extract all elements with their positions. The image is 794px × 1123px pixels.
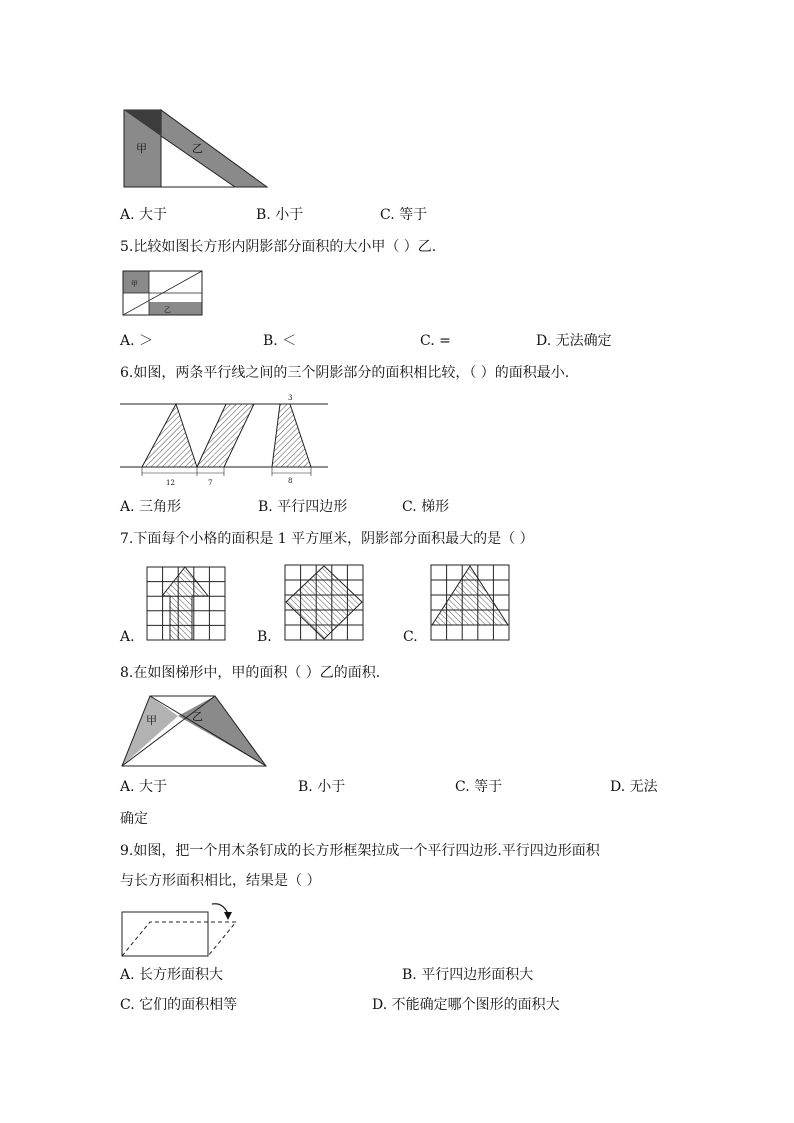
q6-label-8: 8	[288, 477, 293, 485]
q9-option-d[interactable]: D. 不能确定哪个图形的面积大	[372, 997, 560, 1013]
q6-label-3: 3	[288, 394, 293, 402]
q9-option-b[interactable]: B. 平行四边形面积大	[402, 967, 534, 983]
q7-grid-b	[284, 564, 366, 642]
q9-option-a[interactable]: A. 长方形面积大	[120, 967, 224, 983]
q4-figure	[122, 108, 272, 190]
q6-figure	[118, 392, 332, 488]
q9-figure	[120, 898, 242, 960]
q8-option-d[interactable]: D. 无法	[610, 779, 658, 795]
q4-label-yi: 乙	[192, 142, 203, 155]
q7-option-b[interactable]: B.	[257, 629, 272, 645]
q6-option-b[interactable]: B. 平行四边形	[258, 499, 348, 515]
q4-option-b[interactable]: B. 小于	[256, 207, 304, 223]
q9-stem-line2: 与长方形面积相比，结果是（ ）	[120, 873, 321, 889]
q4-label-jia: 甲	[136, 142, 147, 155]
q7-grid-a	[146, 566, 228, 642]
q5-stem: 5.比较如图长方形内阴影部分面积的大小甲（ ）乙.	[120, 239, 437, 255]
q8-label-jia: 甲	[146, 714, 157, 727]
q8-option-d-wrap: 确定	[120, 811, 148, 827]
q5-option-a[interactable]: A. ＞	[120, 333, 154, 349]
q8-figure	[120, 694, 270, 770]
q7-option-a[interactable]: A.	[120, 629, 135, 645]
q6-stem: 6.如图，两条平行线之间的三个阴影部分的面积相比较，（ ）的面积最小.	[120, 365, 570, 381]
q5-figure	[122, 270, 204, 318]
q5-label-jia: 甲	[131, 280, 138, 288]
q8-label-yi: 乙	[192, 710, 203, 723]
q8-option-c[interactable]: C. 等于	[455, 779, 503, 795]
q8-stem: 8.在如图梯形中，甲的面积（ ）乙的面积.	[120, 665, 381, 681]
q4-option-c[interactable]: C. 等于	[380, 207, 428, 223]
q5-option-d[interactable]: D. 无法确定	[536, 333, 612, 349]
q4-option-a[interactable]: A. 大于	[120, 207, 168, 223]
q9-stem-line1: 9.如图，把一个用木条钉成的长方形框架拉成一个平行四边形.平行四边形面积	[120, 843, 600, 859]
q6-label-12: 12	[166, 479, 175, 487]
q7-grid-c	[430, 564, 512, 642]
q7-stem: 7.下面每个小格的面积是 1 平方厘米，阴影部分面积最大的是（ ）	[120, 531, 534, 547]
q8-option-b[interactable]: B. 小于	[298, 779, 346, 795]
q5-option-c[interactable]: C. =	[420, 333, 451, 349]
q6-option-a[interactable]: A. 三角形	[120, 499, 182, 515]
q6-option-c[interactable]: C. 梯形	[402, 499, 450, 515]
q8-option-a[interactable]: A. 大于	[120, 779, 168, 795]
q5-label-yi: 乙	[164, 306, 171, 314]
q9-option-c[interactable]: C. 它们的面积相等	[120, 997, 238, 1013]
q5-option-b[interactable]: B. ＜	[263, 333, 297, 349]
q7-option-c[interactable]: C.	[403, 629, 418, 645]
q6-label-7: 7	[208, 479, 213, 487]
